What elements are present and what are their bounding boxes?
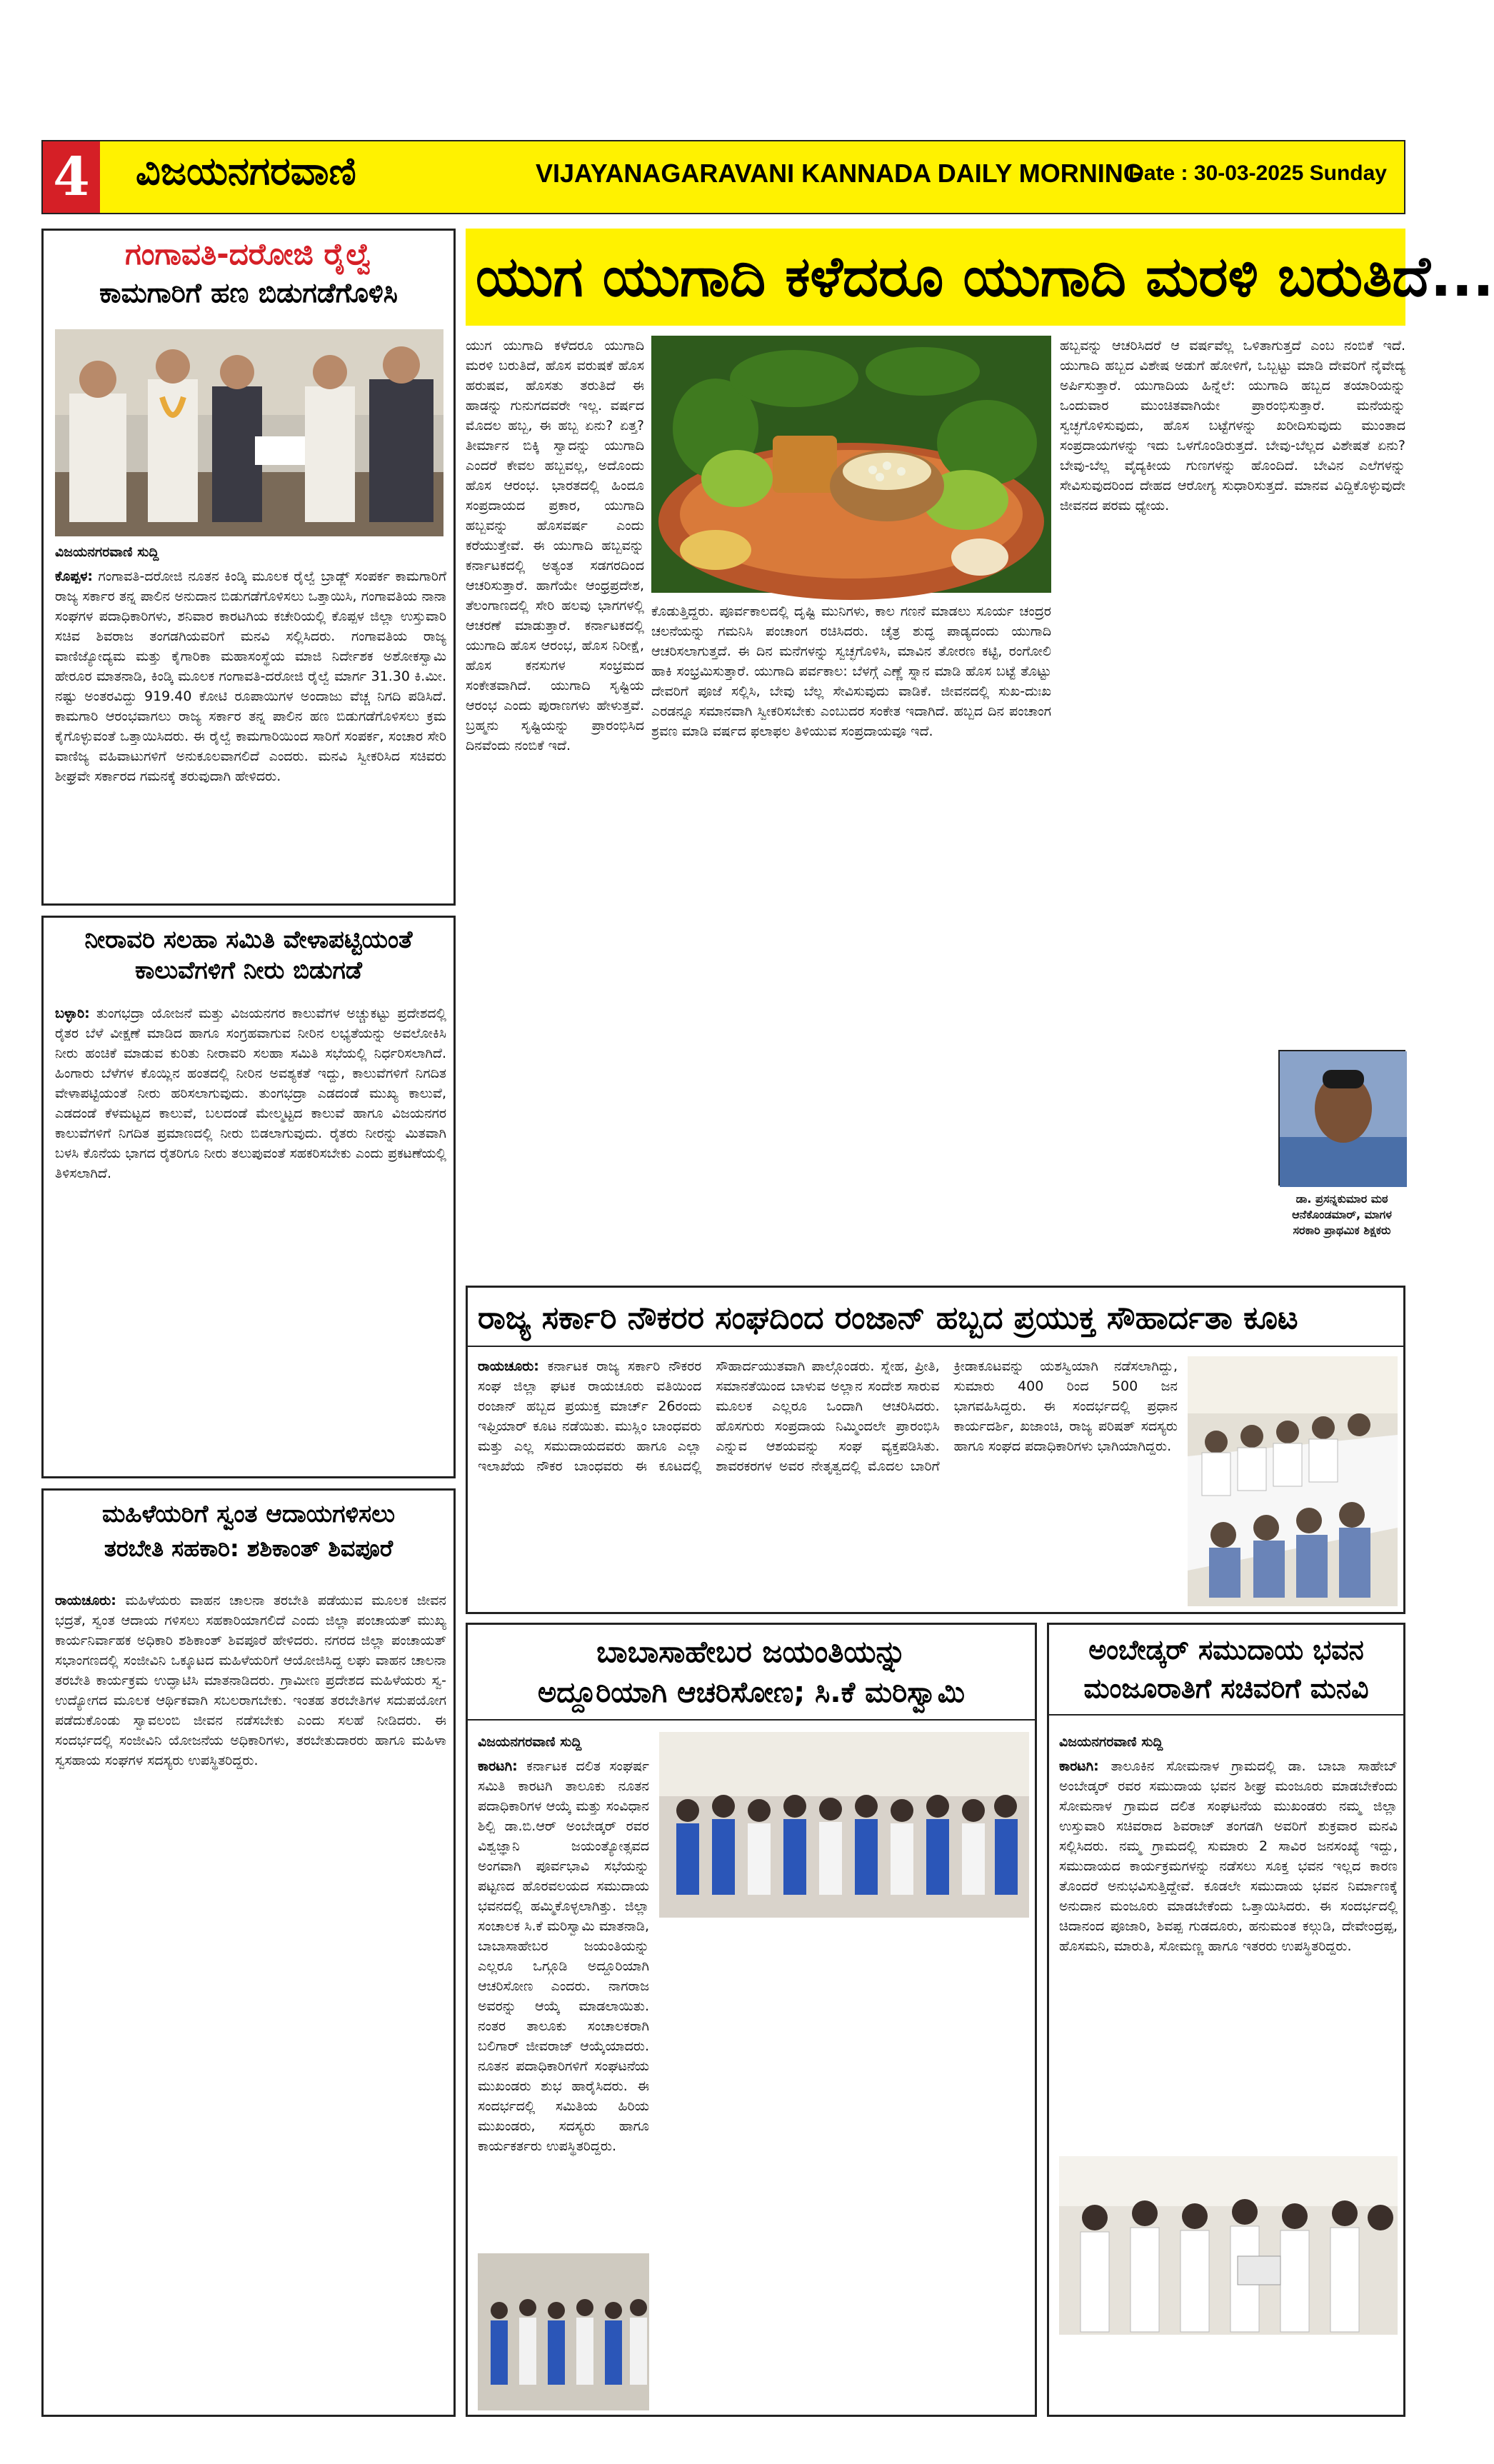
author-photo <box>1278 1050 1405 1186</box>
story-women-training <box>41 1488 456 2417</box>
story-ambedkar-headline-2: ಮಂಜೂರಾತಿಗೆ ಸಚಿವರಿಗೆ ಮನವಿ <box>1049 1669 1403 1716</box>
story-women-headline-1: ಮಹಿಳೆಯರಿಗೆ ಸ್ವಂತ ಆದಾಯಗಳಿಸಲು <box>101 1500 396 1528</box>
story-irrigation-dateline: ಬಳ್ಳಾರಿ: <box>55 1006 90 1021</box>
story-railway-body <box>55 542 446 899</box>
story-railway-headline-1: ಗಂಗಾವತಿ-ದರೋಜಿ ರೈಲ್ವೆ <box>125 236 372 271</box>
ugadi-col-3: ಹಬ್ಬವನ್ನು ಆಚರಿಸಿದರೆ ಆ ವರ್ಷವೆಲ್ಲ ಒಳಿತಾಗುತ್ತದೆ ಎಂಬ ನಂಬಿಕೆ ಇದೆ. ಯುಗಾದಿ ಹಬ್ಬದ ವಿಶೇಷ ಅಡುಗೆ ಹೋಳಿಗೆ, ಒಬ್ಬಟ್ಟು ಮಾಡಿ ದೇವರಿಗೆ ನೈವೇದ್ಯ ಅರ್ಪಿಸುತ್ತಾರೆ. ಯುಗಾದಿಯ ಹಿನ್ನೆಲೆ: ಯುಗಾದಿ ಹಬ್ಬದ ತಯಾರಿಯನ್ನು ಒಂದುವಾರ ಮುಂಚಿತವಾಗಿಯೇ ಪ್ರಾರಂಭಿಸುತ್ತಾರೆ. ಮನೆಯನ್ನು ಸ್ವಚ್ಛಗೊಳಿಸುವುದು, ಹೊಸ ಬಟ್ಟೆಗಳನ್ನು ಖರೀದಿಸುವುದು ಮುಂತಾದ ಸಂಪ್ರದಾಯಗಳನ್ನು ಇದು ಒಳಗೊಂಡಿರುತ್ತದೆ. ಬೇವು-ಬೆಲ್ಲದ ವಿಶೇಷತೆ ಏನು? ಬೇವು-ಬೆಲ್ಲ ವೈದ್ಯಕೀಯ ಗುಣಗಳನ್ನು ಹೊಂದಿದೆ. ಬೇವಿನ ಎಲೆಗಳನ್ನು ಸೇವಿಸುವುದರಿಂದ ದೇಹದ ಆರೋಗ್ಯ ಸುಧಾರಿಸುತ್ತದೆ. ಮಾನವ ವಿದ್ದಿಕೊಳ್ಳುವುದೇ ಜೀವನದ ಪರಮ ಧ್ಯೇಯ. <box>1060 338 1405 514</box>
ugadi-col-1-cont <box>466 743 644 1278</box>
author-caption: ಡಾ. ಪ್ರಸನ್ನಕುಮಾರ ಮಠ ಆನೆಕೊಂಡಮಾರ್, ಮಾಗಳ ಸರಕಾರಿ ಪ್ರಾಥಮಿಕ ಶಿಕ್ಷಕರು <box>1292 1192 1392 1237</box>
story-irrigation-text: ತುಂಗಭದ್ರಾ ಯೋಜನೆ ಮತ್ತು ವಿಜಯನಗರ ಕಾಲುವೆಗಳ ಅಚ್ಚುಕಟ್ಟು ಪ್ರದೇಶದಲ್ಲಿ ರೈತರ ಬೆಳೆ ವೀಕ್ಷಣೆ ಮಾಡಿದ ಹಾಗೂ ಸಂಗ್ರಹವಾಗುವ ನೀರಿನ ಲಭ್ಯತೆಯನ್ನು ಅವಲೋಕಿಸಿ ನೀರು ಹಂಚಿಕೆ ಮಾಡುವ ಕುರಿತು ನೀರಾವರಿ ಸಲಹಾ ಸಮಿತಿ ಸಭೆಯಲ್ಲಿ ನಿರ್ಧರಿಸಲಾಗಿದೆ. ಹಿಂಗಾರು ಬೆಳೆಗಳ ಕೊಯ್ಲಿನ ಹಂತದಲ್ಲಿ ನೀರಿನ ಅವಶ್ಯಕತೆ ಇದ್ದು, ಕಾಲುವೆಗಳಿಗೆ ನಿಗದಿತ ವೇಳಾಪಟ್ಟಿಯಂತೆ ನೀರು ಹರಿಸಲಾಗುವುದು. ತುಂಗಭದ್ರಾ ಎಡದಂಡೆ ಮುಖ್ಯ ಕಾಲುವೆ, ಎಡದಂಡೆ ಕೆಳಮಟ್ಟದ ಕಾಲುವೆ, ಬಲದಂಡೆ ಮೇಲ್ಮಟ್ಟದ ಕಾಲುವೆ ಹಾಗೂ ವಿಜಯನಗರ ಕಾಲುವೆಗಳಿಗೆ ನಿಗದಿತ ಪ್ರಮಾಣದಲ್ಲಿ ನೀರು ಬಿಡಲಾಗುವುದು. ರೈತರು ನೀರನ್ನು ಮಿತವಾಗಿ ಬಳಸಿ ಕೊನೆಯ ಭಾಗದ ರೈತರಿಗೂ ನೀರು ತಲುಪುವಂತೆ ಸಹಕರಿಸಬೇಕು ಎಂದು ಪ್ರಕಟಣೆಯಲ್ಲಿ ತಿಳಿಸಲಾಗಿದೆ. <box>55 1006 446 1181</box>
story-women-headline-2: ತರಬೇತಿ ಸಹಕಾರಿ: ಶಶಿಕಾಂತ್ ಶಿವಪೂರೆ <box>104 1534 393 1562</box>
masthead-title-kannada: ವಿಜಯನಗರವಾಣಿ <box>136 149 356 194</box>
story-women-text: ಮಹಿಳೆಯರು ವಾಹನ ಚಾಲನಾ ತರಬೇತಿ ಪಡೆಯುವ ಮೂಲಕ ಜೀವನ ಭದ್ರತೆ, ಸ್ವಂತ ಆದಾಯ ಗಳಿಸಲು ಸಹಕಾರಿಯಾಗಲಿದೆ ಎಂದು ಜಿಲ್ಲಾ ಪಂಚಾಯತ್ ಮುಖ್ಯ ಕಾರ್ಯನಿರ್ವಾಹಕ ಅಧಿಕಾರಿ ಶಶಿಕಾಂತ್ ಶಿವಪೂರೆ ಹೇಳಿದರು. ನಗರದ ಜಿಲ್ಲಾ ಪಂಚಾಯತ್ ಸಭಾಂಗಣದಲ್ಲಿ ಸಂಜೀವಿನಿ ಒಕ್ಕೂಟದ ಮಹಿಳೆಯರಿಗೆ ಆಯೋಜಿಸಿದ್ದ ಲಘು ವಾಹನ ಚಾಲನಾ ತರಬೇತಿ ಕಾರ್ಯಕ್ರಮ ಉದ್ಘಾಟಿಸಿ ಮಾತನಾಡಿದರು. ಗ್ರಾಮೀಣ ಪ್ರದೇಶದ ಮಹಿಳೆಯರು ಸ್ವ-ಉದ್ಯೋಗದ ಮೂಲಕ ಆರ್ಥಿಕವಾಗಿ ಸಬಲರಾಗಬೇಕು. ಇಂತಹ ತರಬೇತಿಗಳ ಸದುಪಯೋಗ ಪಡೆದುಕೊಂಡು ಸ್ವಾವಲಂಬಿ ಜೀವನ ನಡೆಸಬೇಕು ಎಂದು ಸಲಹೆ ನೀಡಿದರು. ಈ ಸಂದರ್ಭದಲ್ಲಿ ಸಂಜೀವಿನಿ ಯೋಜನೆಯ ಅಧಿಕಾರಿಗಳು, ತರಬೇತುದಾರರು ಹಾಗೂ ಮಹಿಳಾ ಸ್ವಸಹಾಯ ಸಂಘಗಳ ಸದಸ್ಯರು ಉಪಸ್ಥಿತರಿದ್ದರು. <box>55 1593 446 1768</box>
story-irrigation <box>41 916 456 1478</box>
story-ambedkar-text: ತಾಲೂಕಿನ ಸೋಮನಾಳ ಗ್ರಾಮದಲ್ಲಿ ಡಾ. ಬಾಬಾ ಸಾಹೇಬ್ ಅಂಬೇಡ್ಕರ್ ರವರ ಸಮುದಾಯ ಭವನ ಶೀಘ್ರ ಮಂಜೂರು ಮಾಡಬೇಕೆಂದು ಸೋಮನಾಳ ಗ್ರಾಮದ ದಲಿತ ಸಂಘಟನೆಯ ಮುಖಂಡರು ನಮ್ಮ ಜಿಲ್ಲಾ ಉಸ್ತುವಾರಿ ಸಚಿವರಾದ ಶಿವರಾಜ್ ತಂಗಡಗಿ ಅವರಿಗೆ ಶುಕ್ರವಾರ ಮನವಿ ಸಲ್ಲಿಸಿದರು. ನಮ್ಮ ಗ್ರಾಮದಲ್ಲಿ ಸುಮಾರು 2 ಸಾವಿರ ಜನಸಂಖ್ಯೆ ಇದ್ದು, ಸಮುದಾಯದ ಕಾರ್ಯಕ್ರಮಗಳನ್ನು ನಡೆಸಲು ಸೂಕ್ತ ಭವನ ಇಲ್ಲದ ಕಾರಣ ತೊಂದರೆ ಅನುಭವಿಸುತ್ತಿದ್ದೇವೆ. ಕೂಡಲೇ ಸಮುದಾಯ ಭವನ ನಿರ್ಮಾಣಕ್ಕೆ ಅನುದಾನ ಮಂಜೂರು ಮಾಡಬೇಕೆಂದು ಒತ್ತಾಯಿಸಿದರು. ಈ ಸಂದರ್ಭದಲ್ಲಿ ಚಿದಾನಂದ ಪೂಜಾರಿ, ಶಿವಪ್ಪ ಗುಡದೂರು, ಹನುಮಂತ ಕಲ್ಗುಡಿ, ದೇವೇಂದ್ರಪ್ಪ, ಹೊಸಮನಿ, ಮಾರುತಿ, ಸೋಮಣ್ಣ ಹಾಗೂ ಇತರರು ಉಪಸ್ಥಿತರಿದ್ದರು. <box>1059 1758 1398 1954</box>
story-iftar-headline: ರಾಜ್ಯ ಸರ್ಕಾರಿ ನೌಕರರ ಸಂಘದಿಂದ ರಂಜಾನ್ ಹಬ್ಬದ ಪ್ರಯುಕ್ತ ಸೌಹಾರ್ದತಾ ಕೂಟ <box>468 1288 1403 1347</box>
story-irrigation-headline: ನೀರಾವರಿ ಸಲಹಾ ಸಮಿತಿ ವೇಳಾಪಟ್ಟಿಯಂತೆ ಕಾಲುವೆಗಳಿಗೆ ನೀರು ಬಿಡುಗಡೆ <box>84 926 413 985</box>
story-railway-dateline: ಕೊಪ್ಪಳ: <box>55 569 93 584</box>
story-babasaheb-col-2 <box>659 1925 838 2410</box>
story-iftar-text: ಕರ್ನಾಟಕ ರಾಜ್ಯ ಸರ್ಕಾರಿ ನೌಕರರ ಸಂಘ ಜಿಲ್ಲಾ ಘಟಕ ರಾಯಚೂರು ವತಿಯಿಂದ ರಂಜಾನ್ ಹಬ್ಬದ ಪ್ರಯುಕ್ತ ಮಾರ್ಚ್ 26ರಂದು ಇಫ್ತಿಯಾರ್ ಕೂಟ ನಡೆಯಿತು. ಮುಸ್ಲಿಂ ಬಾಂಧವರು ಮತ್ತು ಎಲ್ಲ ಸಮುದಾಯದವರು ಹಾಗೂ ಎಲ್ಲಾ ಇಲಾಖೆಯ ನೌಕರ ಬಾಂಧವರು ಈ ಕೂಟದಲ್ಲಿ ಸೌಹಾರ್ದಯುತವಾಗಿ ಪಾಲ್ಗೊಂಡರು. ಸ್ನೇಹ, ಪ್ರೀತಿ, ಸಮಾನತೆಯಿಂದ ಬಾಳುವ ಅಲ್ಲಾನ ಸಂದೇಶ ಸಾರುವ ಮೂಲಕ ಎಲ್ಲರೂ ಒಂದಾಗಿ ಆಚರಿಸಿದರು. ಹೊಸಗುರು ಸಂಪ್ರದಾಯ ನಿಮ್ಮಿಂದಲೇ ಪ್ರಾರಂಭಿಸಿ ಎನ್ನುವ ಆಶಯವನ್ನು ಸಂಘ ವ್ಯಕ್ತಪಡಿಸಿತು. ಶಾವರಕರಗಳ ಅವರ ನೇತೃತ್ವದಲ್ಲಿ ಮೊದಲ ಬಾರಿಗೆ ಕ್ರೀಡಾಕೂಟವನ್ನು ಯಶಸ್ವಿಯಾಗಿ ನಡೆಸಲಾಗಿದ್ದು, ಸುಮಾರು 400 ರಿಂದ 500 ಜನ ಭಾಗವಹಿಸಿದ್ದರು. ಈ ಸಂದರ್ಭದಲ್ಲಿ ಪ್ರಧಾನ ಕಾರ್ಯದರ್ಶಿ, ಖಜಾಂಚಿ, ರಾಜ್ಯ ಪರಿಷತ್ ಸದಸ್ಯರು ಹಾಗೂ ಸಂಘದ ಪದಾಧಿಕಾರಿಗಳು ಭಾಗಿಯಾಗಿದ್ದರು. <box>478 1358 1178 1474</box>
story-railway-headline-2: ಕಾಮಗಾರಿಗೆ ಹಣ ಬಿಡುಗಡೆಗೊಳಿಸಿ <box>99 277 398 309</box>
story-babasaheb-headline-2: ಅದ್ದೂರಿಯಾಗಿ ಆಚರಿಸೋಣ; ಸಿ.ಕೆ ಮರಿಸ್ವಾಮಿ <box>468 1672 1035 1721</box>
story-ambedkar-headline-1: ಅಂಬೇಡ್ಕರ್ ಸಮುದಾಯ ಭವನ <box>1088 1634 1364 1666</box>
ugadi-photo <box>651 336 1051 593</box>
ugadi-headline: ಯುಗ ಯುಗಾದಿ ಕಳೆದರೂ ಯುಗಾದಿ ಮರಳಿ ಬರುತಿದೆ... <box>466 229 1405 326</box>
story-irrigation-body <box>55 1003 446 1475</box>
story-ambedkar-dateline: ಕಾರಟಗಿ: <box>1059 1758 1099 1774</box>
story-babasaheb-byline: ವಿಜಯನಗರವಾಣಿ ಸುದ್ದಿ <box>478 1734 582 1750</box>
masthead-date: Date : 30-03-2025 Sunday <box>1128 161 1387 185</box>
story-babasaheb-headline-1: ಬಾಬಾಸಾಹೇಬರ ಜಯಂತಿಯನ್ನು <box>596 1634 906 1669</box>
story-railway-photo <box>55 329 443 536</box>
ugadi-col-2: ಕೊಡುತ್ತಿದ್ದರು. ಪೂರ್ವಕಾಲದಲ್ಲಿ ದೃಷ್ಟಿ ಮುನಿಗಳು, ಕಾಲ ಗಣನೆ ಮಾಡಲು ಸೂರ್ಯ ಚಂದ್ರರ ಚಲನೆಯನ್ನು ಗಮನಿಸಿ ಪಂಚಾಂಗ ರಚಿಸಿದರು. ಚೈತ್ರ ಶುದ್ಧ ಪಾಡ್ಯದಂದು ಯುಗಾದಿ ಆಚರಿಸಲಾಗುತ್ತದೆ. ಈ ದಿನ ಮನೆಗಳನ್ನು ಸ್ವಚ್ಛಗೊಳಿಸಿ, ಮಾವಿನ ತೋರಣ ಕಟ್ಟಿ, ರಂಗೋಲಿ ಹಾಕಿ ಸಂಭ್ರಮಿಸುತ್ತಾರೆ. ಯುಗಾದಿ ಪರ್ವಕಾಲ: ಬೆಳಗ್ಗೆ ಎಣ್ಣೆ ಸ್ನಾನ ಮಾಡಿ ಹೊಸ ಬಟ್ಟೆ ತೊಟ್ಟು ದೇವರಿಗೆ ಪೂಜೆ ಸಲ್ಲಿಸಿ, ಬೇವು ಬೆಲ್ಲ ಸೇವಿಸುವುದು ವಾಡಿಕೆ. ಜೀವನದಲ್ಲಿ ಸುಖ-ದುಃಖ ಎರಡನ್ನೂ ಸಮಾನವಾಗಿ ಸ್ವೀಕರಿಸಬೇಕು ಎಂಬುದರ ಸಂಕೇತ ಇದಾಗಿದೆ. ಹಬ್ಬದ ದಿನ ಪಂಚಾಂಗ ಶ್ರವಣ ಮಾಡಿ ವರ್ಷದ ಫಲಾಫಲ ತಿಳಿಯುವ ಸಂಪ್ರದಾಯವೂ ಇದೆ. <box>651 604 1051 739</box>
story-ambedkar-bhavan <box>1047 1623 1405 2417</box>
story-babasaheb-text: ಕರ್ನಾಟಕ ದಲಿತ ಸಂಘರ್ಷ ಸಮಿತಿ ಕಾರಟಗಿ ತಾಲೂಕು ನೂತನ ಪದಾಧಿಕಾರಿಗಳ ಆಯ್ಕೆ ಮತ್ತು ಸಂವಿಧಾನ ಶಿಲ್ಪಿ ಡಾ.ಬಿ.ಆರ್ ಅಂಬೇಡ್ಕರ್ ರವರ ವಿಶ್ವಜ್ಞಾನಿ ಜಯಂತ್ಯೋತ್ಸವದ ಅಂಗವಾಗಿ ಪೂರ್ವಭಾವಿ ಸಭೆಯನ್ನು ಪಟ್ಟಣದ ಹೊರವಲಯದ ಸಮುದಾಯ ಭವನದಲ್ಲಿ ಹಮ್ಮಿಕೊಳ್ಳಲಾಗಿತ್ತು. ಜಿಲ್ಲಾ ಸಂಚಾಲಕ ಸಿ.ಕೆ ಮರಿಸ್ವಾಮಿ ಮಾತನಾಡಿ, ಬಾಬಾಸಾಹೇಬರ ಜಯಂತಿಯನ್ನು ಎಲ್ಲರೂ ಒಗ್ಗೂಡಿ ಅದ್ದೂರಿಯಾಗಿ ಆಚರಿಸೋಣ ಎಂದರು. ನಾಗರಾಜ ಅವರನ್ನು ಆಯ್ಕೆ ಮಾಡಲಾಯಿತು. ನಂತರ ತಾಲೂಕು ಸಂಚಾಲಕರಾಗಿ ಬಲಿಗಾರ್ ಜೀವರಾಜ್ ಆಯ್ಕೆಯಾದರು. ನೂತನ ಪದಾಧಿಕಾರಿಗಳಿಗೆ ಸಂಘಟನೆಯ ಮುಖಂಡರು ಶುಭ ಹಾರೈಸಿದರು. ಈ ಸಂದರ್ಭದಲ್ಲಿ ಸಮಿತಿಯ ಹಿರಿಯ ಮುಖಂಡರು, ಸದಸ್ಯರು ಹಾಗೂ ಕಾರ್ಯಕರ್ತರು ಉಪಸ್ಥಿತರಿದ್ದರು. <box>478 1758 649 2154</box>
story-iftar-dateline: ರಾಯಚೂರು: <box>478 1358 539 1374</box>
story-babasaheb-dateline: ಕಾರಟಗಿ: <box>478 1758 518 1774</box>
story-babasaheb-photo-1 <box>659 1732 1029 1918</box>
story-women-dateline: ರಾಯಚೂರು: <box>55 1593 116 1608</box>
story-babasaheb-col-3 <box>848 1925 1029 2410</box>
story-ambedkar-byline: ವಿಜಯನಗರವಾಣಿ ಸುದ್ದಿ <box>1059 1734 1163 1750</box>
ugadi-col-1: ಯುಗ ಯುಗಾದಿ ಕಳೆದರೂ ಯುಗಾದಿ ಮರಳಿ ಬರುತಿದೆ, ಹೊಸ ವರುಷಕೆ ಹೊಸ ಹರುಷವ, ಹೊಸತು ತರುತಿದೆ ಈ ಹಾಡನ್ನು ಗುನುಗದವರೇ ಇಲ್ಲ. ವರ್ಷದ ಮೊದಲ ಹಬ್ಬ, ಈ ಹಬ್ಬ ಏನು? ಏತ್ತ? ತೀರ್ಮಾನ ಬಿಕ್ಕಿ ಸ್ವಾದನ್ನು ಯುಗಾದಿ ಎಂದರೆ ಕೇವಲ ಹಬ್ಬವಲ್ಲ, ಅದೊಂದು ಹೊಸ ಆರಂಭ. ಭಾರತದಲ್ಲಿ ಹಿಂದೂ ಸಂಪ್ರದಾಯದ ಪ್ರಕಾರ, ಯುಗಾದಿ ಹಬ್ಬವನ್ನು ಹೊಸವರ್ಷ ಎಂದು ಕರೆಯುತ್ತೇವೆ. ಈ ಯುಗಾದಿ ಹಬ್ಬವನ್ನು ಕರ್ನಾಟಕದಲ್ಲಿ ಅತ್ಯಂತ ಸಡಗರದಿಂದ ಆಚರಿಸುತ್ತಾರೆ. ಹಾಗೆಯೇ ಆಂಧ್ರಪ್ರದೇಶ, ತೆಲಂಗಾಣದಲ್ಲಿ ಸೇರಿ ಹಲವು ಭಾಗಗಳಲ್ಲಿ ಆಚರಣೆ ಮಾಡುತ್ತಾರೆ. ಕರ್ನಾಟಕದಲ್ಲಿ ಯುಗಾದಿ ಹೊಸ ಆರಂಭ, ಹೊಸ ನಿರೀಕ್ಷೆ, ಹೊಸ ಕನಸುಗಳ ಸಂಭ್ರಮದ ಸಂಕೇತವಾಗಿದೆ. ಯುಗಾದಿ ಸೃಷ್ಟಿಯ ಆರಂಭ ಎಂದು ಪುರಾಣಗಳು ಹೇಳುತ್ತವೆ. ಬ್ರಹ್ಮನು ಸೃಷ್ಟಿಯನ್ನು ಪ್ರಾರಂಭಿಸಿದ ದಿನವೆಂದು ನಂಬಿಕೆ ಇದೆ. <box>466 338 644 753</box>
story-railway <box>41 229 456 906</box>
story-women-body <box>55 1591 446 2412</box>
story-ambedkar-body <box>1059 1732 1398 2146</box>
story-railway-text: ಗಂಗಾವತಿ-ದರೋಜಿ ನೂತನ ಕಿಂಡ್ಕಿ ಮೂಲಕ ರೈಲ್ವೆ ಬ್ರಾಡ್ಜ್ ಸಂಪರ್ಕ ಕಾಮಗಾರಿಗೆ ರಾಜ್ಯ ಸರ್ಕಾರ ತನ್ನ ಪಾಲಿನ ಅನುದಾನ ಬಿಡುಗಡೆಗೊಳಿಸಲು ಒತ್ತಾಯಿಸಿ, ಗಂಗಾವತಿಯ ನಾನಾ ಸಂಘಗಳ ಪದಾಧಿಕಾರಿಗಳು, ಶನಿವಾರ ಕಾರಟಗಿಯ ಕಚೇರಿಯಲ್ಲಿ ಕೊಪ್ಪಳ ಜಿಲ್ಲಾ ಉಸ್ತುವಾರಿ ಸಚಿವ ಶಿವರಾಜ ತಂಗಡಗಿಯವರಿಗೆ ಮನವಿ ಸಲ್ಲಿಸಿದರು. ಗಂಗಾವತಿಯ ರಾಜ್ಯ ವಾಣಿಜ್ಯೋದ್ಯಮ ಮತ್ತು ಕೈಗಾರಿಕಾ ಮಹಾಸಂಸ್ಥೆಯ ಮಾಜಿ ನಿರ್ದೇಶಕ ಅಶೋಕಸ್ವಾಮಿ ಹೇರೂರ ಮಾತನಾಡಿ, ಕಿಂಡ್ಕಿ ಮೂಲಕ ಗಂಗಾವತಿ-ದರೋಜಿ ರೈಲ್ವೆ ಮಾರ್ಗ 31.30 ಕಿ.ಮೀ. ನಷ್ಟು ಅಂತರವಿದ್ದು 919.40 ಕೋಟಿ ರೂಪಾಯಿಗಳ ಅಂದಾಜು ವೆಚ್ಚ ನಿಗದಿ ಪಡಿಸಿದೆ. ಕಾಮಗಾರಿ ಆರಂಭವಾಗಲು ರಾಜ್ಯ ಸರ್ಕಾರ ತನ್ನ ಪಾಲಿನ ಹಣ ಬಿಡುಗಡೆಗೊಳಿಸಲು ಕ್ರಮ ಕೈಗೊಳ್ಳುವಂತೆ ಒತ್ತಾಯಿಸಿದರು. ಈ ರೈಲ್ವೆ ಕಾಮಗಾರಿಯಿಂದ ಸಾರಿಗೆ ಸಂಪರ್ಕ, ಸಂಚಾರ ಸೇರಿ ವಾಣಿಜ್ಯ ವಹಿವಾಟುಗಳಿಗೆ ಅನುಕೂಲವಾಗಲಿದೆ ಎಂದರು. ಮನವಿ ಸ್ವೀಕರಿಸಿದ ಸಚಿವರು ಶೀಘ್ರವೇ ಸರ್ಕಾರದ ಗಮನಕ್ಕೆ ತರುವುದಾಗಿ ಹೇಳಿದರು. <box>55 569 447 784</box>
story-iftar-photo <box>1188 1356 1398 1606</box>
story-iftar-body <box>478 1356 1178 1608</box>
story-railway-byline: ವಿಜಯನಗರವಾಣಿ ಸುದ್ದಿ <box>55 544 159 560</box>
story-ambedkar-photo <box>1059 2156 1398 2335</box>
story-babasaheb <box>466 1623 1037 2417</box>
story-iftar <box>466 1286 1405 1614</box>
story-babasaheb-photo-2 <box>478 2253 649 2410</box>
page-number: 4 <box>43 141 100 213</box>
masthead-title-english: VIJAYANAGARAVANI KANNADA DAILY MORNING <box>536 159 1143 188</box>
masthead <box>41 140 1405 214</box>
